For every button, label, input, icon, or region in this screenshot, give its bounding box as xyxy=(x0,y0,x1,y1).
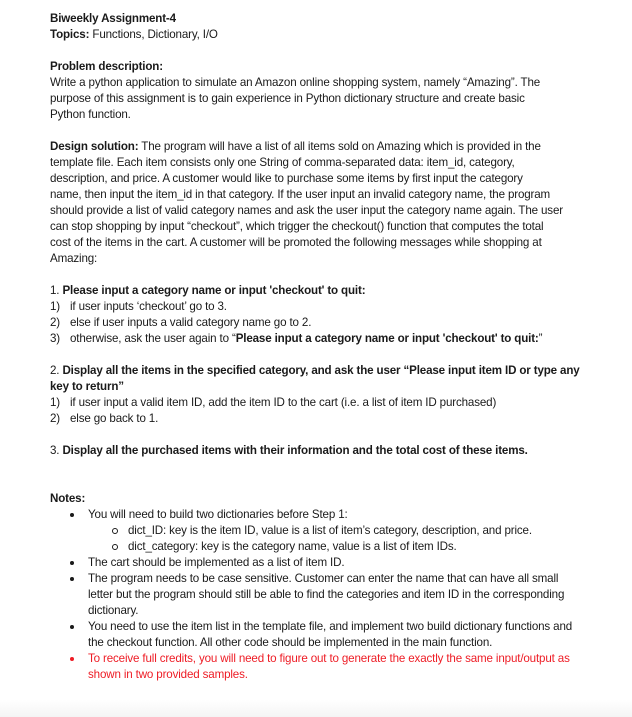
design-line: Amazing: xyxy=(50,252,98,265)
item-text: else go back to 1. xyxy=(70,412,159,425)
step2-item xyxy=(50,395,610,411)
spacer xyxy=(50,43,610,59)
item-text-plain: otherwise, ask the user again to “ xyxy=(70,332,236,345)
design-line: should provide a list of valid category names and ask the user input the category name again. The user xyxy=(50,204,563,217)
step2-item xyxy=(50,411,610,427)
step3-heading-text: Display all the purchased items with their information and the total cost of these items. xyxy=(62,444,528,457)
note-text: You need to use the item list in the template file, and implement two build dictionary functions and the checkout function. All other code should be implemented in the main function. xyxy=(88,620,573,649)
step2-number: 2. xyxy=(50,364,63,377)
item-number: 2) xyxy=(50,412,61,425)
notes-heading: Notes: xyxy=(50,492,86,505)
step1-heading xyxy=(50,283,610,299)
step1-heading-text: Please input a category name or input 'checkout' to quit: xyxy=(62,284,366,297)
item-text: else if user inputs a valid category name go to 2. xyxy=(70,316,312,329)
item-text: if user input a valid item ID, add the item ID to the cart (i.e. a list of item ID purchased) xyxy=(70,396,497,409)
step3-heading xyxy=(50,443,610,459)
item-number: 1) xyxy=(50,396,61,409)
bullet-icon xyxy=(70,561,74,565)
topics-line xyxy=(50,27,610,43)
document-content xyxy=(50,10,610,683)
step3-number: 3. xyxy=(50,444,63,457)
note-bullet xyxy=(50,507,610,523)
design-line: name, then input the item_id in that category. If the user input an invalid category name, the program xyxy=(50,188,551,201)
problem-line: purpose of this assignment is to gain experience in Python dictionary structure and create basic xyxy=(50,92,525,105)
item-number: 3) xyxy=(50,332,61,345)
item-number: 2) xyxy=(50,316,61,329)
step1-item xyxy=(50,315,610,331)
note-text-highlight: To receive full credits, you will need to figure out to generate the exactly the same input/output as shown in two provided samples. xyxy=(88,652,570,681)
bullet-icon xyxy=(70,513,74,517)
note-bullet xyxy=(50,571,610,619)
title-text: Biweekly Assignment-4 xyxy=(50,12,176,25)
note-bullet xyxy=(50,555,610,571)
step1-number: 1. xyxy=(50,284,63,297)
note-sub-text: dict_category: key is the category name, value is a list of item IDs. xyxy=(128,540,457,553)
note-bullet-highlight xyxy=(50,651,610,683)
design-first-line xyxy=(50,139,610,155)
topics-value: Functions, Dictionary, I/O xyxy=(89,28,218,41)
spacer xyxy=(50,267,610,283)
page-bottom-edge xyxy=(0,700,632,717)
step2-heading-cont: key to return” xyxy=(50,380,124,393)
bullet-icon xyxy=(70,577,74,581)
spacer xyxy=(50,123,610,139)
circle-bullet-icon xyxy=(112,544,118,550)
note-sub-text: dict_ID: key is the item ID, value is a list of item’s category, description, and price. xyxy=(128,524,532,537)
step1-item xyxy=(50,331,610,347)
notes-list xyxy=(50,507,610,683)
item-number: 1) xyxy=(50,300,61,313)
step2-list xyxy=(50,395,610,427)
item-text-end: ” xyxy=(538,332,543,345)
design-line: can stop shopping by input “checkout”, which trigger the checkout() function that computes the total xyxy=(50,220,544,233)
item-text: if user inputs ‘checkout’ go to 3. xyxy=(70,300,227,313)
note-bullet xyxy=(50,619,610,651)
spacer xyxy=(50,347,610,363)
item-text xyxy=(70,331,542,347)
note-sub-bullet xyxy=(50,523,610,539)
design-line: template file. Each item consists only one String of comma-separated data: item_id, category, xyxy=(50,156,515,169)
note-text: The program needs to be case sensitive. Customer can enter the name that can have all small letter but the program should still be able to find the categories and item ID in the corresponding dictionary. xyxy=(88,572,565,617)
spacer xyxy=(50,459,610,491)
step1-item xyxy=(50,299,610,315)
note-text: The cart should be implemented as a list of item ID. xyxy=(88,556,345,569)
topics-label: Topics: xyxy=(50,28,90,41)
design-heading: Design solution: xyxy=(50,140,139,153)
step2-heading-text: Display all the items in the specified category, and ask the user “Please input item ID or type any xyxy=(62,364,580,377)
design-line: The program will have a list of all items sold on Amazing which is provided in the xyxy=(138,140,541,153)
step1-list xyxy=(50,299,610,347)
design-line: description, and price. A customer would like to purchase some items by first input the category xyxy=(50,172,523,185)
circle-bullet-icon xyxy=(112,528,118,534)
design-line: cost of the items in the cart. A customer will be promoted the following messages while shopping at xyxy=(50,236,542,249)
assignment-title xyxy=(50,11,610,27)
problem-heading: Problem description: xyxy=(50,60,163,73)
note-text: You will need to build two dictionaries before Step 1: xyxy=(88,508,348,521)
bullet-icon xyxy=(70,625,74,629)
problem-line: Write a python application to simulate an Amazon online shopping system, namely “Amazing”. The xyxy=(50,76,541,89)
bullet-icon xyxy=(70,657,74,661)
note-sub-bullet xyxy=(50,539,610,555)
spacer xyxy=(50,427,610,443)
step2-heading xyxy=(50,363,610,379)
problem-line: Python function. xyxy=(50,108,131,121)
item-text-bold: Please input a category name or input 'checkout' to quit: xyxy=(235,332,539,345)
